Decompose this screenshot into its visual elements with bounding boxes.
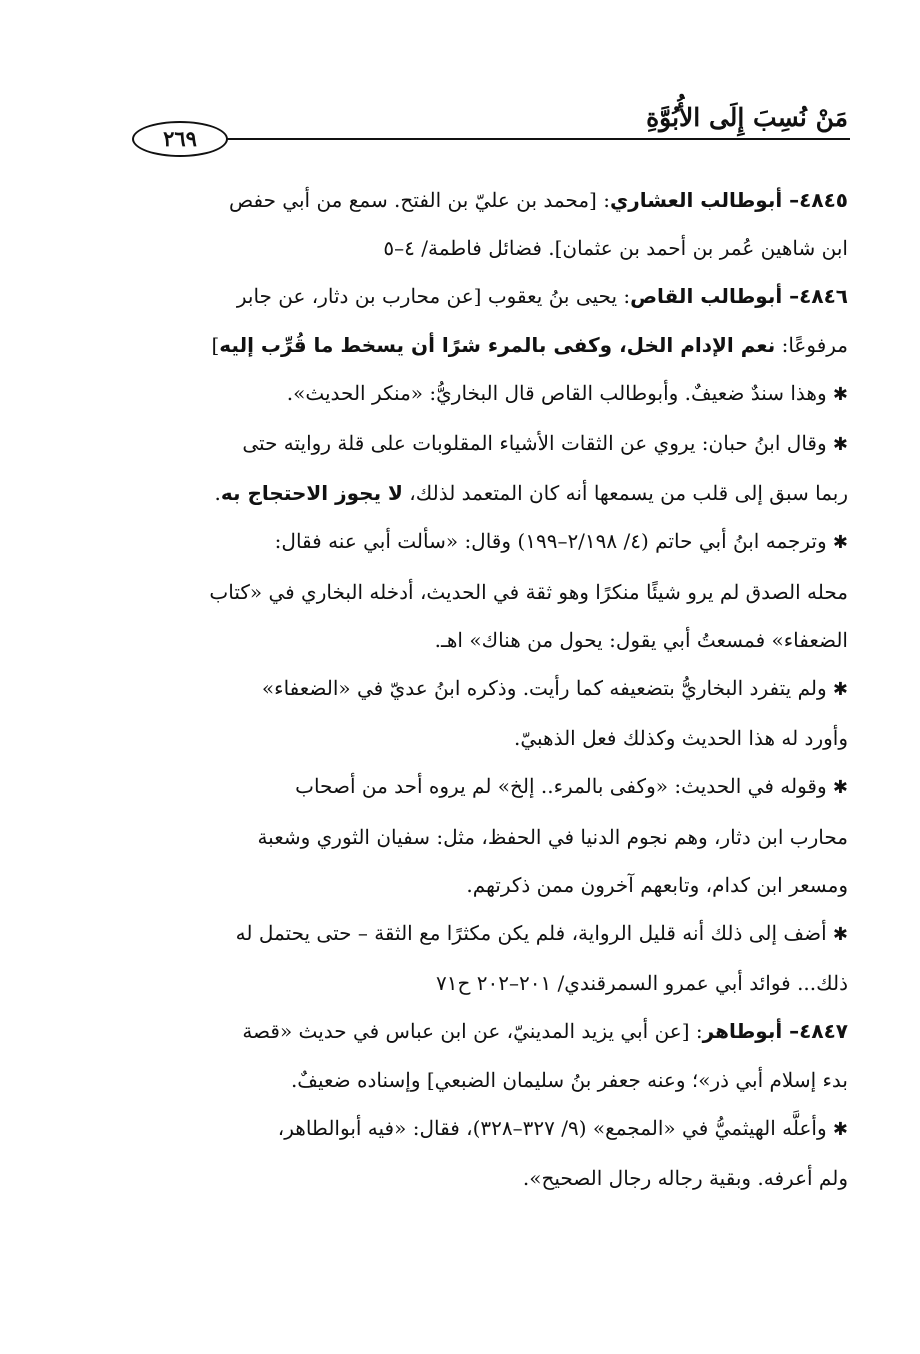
text-run: وقال ابنُ حبان: يروي عن الثقات الأشياء المقلوبات على قلة روايته حتى	[242, 431, 827, 456]
text-run: مرفوعًا:	[775, 332, 848, 357]
text-run: ولم أعرفه. وبقية رجاله رجال الصحيح».	[522, 1166, 848, 1191]
text-line	[78, 1056, 848, 1104]
text-run: وقوله في الحديث: «وكفى بالمرء.. إلخ» لم يروه أحد من أصحاب	[295, 774, 827, 799]
bullet-marker: ✱	[826, 532, 848, 554]
page-body	[78, 176, 848, 1202]
text-run: محله الصدق لم يرو شيئًا منكرًا وهو ثقة في الحديث، أدخله البخاري في «كتاب	[209, 579, 848, 604]
text-line	[78, 568, 848, 616]
bullet-marker: ✱	[826, 1118, 848, 1140]
running-title: مَنْ نُسِبَ إِلَى الأُبُوَّةِ	[646, 103, 848, 132]
bold-run: لا يجوز الاحتجاج به	[220, 481, 403, 506]
text-line	[78, 664, 848, 714]
text-line	[78, 272, 848, 320]
text-run: ابن شاهين عُمر بن أحمد بن عثمان]. فضائل فاطمة/ ٤–٥	[383, 236, 848, 261]
text-line	[78, 714, 848, 762]
text-line	[78, 1104, 848, 1154]
text-line	[78, 909, 848, 959]
text-run: أضف إلى ذلك أنه قليل الرواية، فلم يكن مكثرًا مع الثقة – حتى يحتمل له	[235, 921, 827, 946]
text-run: ومسعر ابن كدام، وتابعهم آخرون ممن ذكرتهم.	[466, 872, 848, 897]
bullet-marker: ✱	[826, 924, 848, 946]
text-line	[78, 813, 848, 861]
text-run: : [عن أبي يزيد المدينيّ، عن ابن عباس في حديث «قصة	[242, 1019, 703, 1044]
text-run: محارب ابن دثار، وهم نجوم الدنيا في الحفظ، مثل: سفيان الثوري وشعبة	[257, 824, 848, 849]
page-header	[80, 88, 850, 158]
bold-run: نعم الإدام الخل، وكفى بالمرء شرًا أن يسخط ما قُرِّب إليه	[219, 332, 776, 357]
bold-run: ٤٨٤٥– أبوطالب العشاري	[609, 188, 848, 212]
text-line	[78, 1007, 848, 1055]
text-line	[78, 321, 848, 369]
bullet-marker: ✱	[826, 777, 848, 799]
text-line	[78, 176, 848, 224]
text-run: ولم يتفرد البخاريُّ بتضعيفه كما رأيت. وذكره ابنُ عديّ في «الضعفاء»	[261, 676, 827, 701]
text-line	[78, 469, 848, 517]
text-line	[78, 369, 848, 419]
text-run: ]	[211, 332, 220, 357]
text-line	[78, 1154, 848, 1202]
text-line	[78, 959, 848, 1007]
text-line	[78, 419, 848, 469]
text-line	[78, 616, 848, 664]
text-run: ربما سبق إلى قلب من يسمعها أنه كان المتعمد لذلك،	[402, 481, 848, 506]
text-line	[78, 224, 848, 272]
bullet-marker: ✱	[826, 434, 848, 456]
text-run: ذلك... فوائد أبي عمرو السمرقندي/ ٢٠١–٢٠٢ ح٧١	[435, 971, 848, 996]
text-run: وهذا سندٌ ضعيفٌ. وأبوطالب القاص قال البخاريُّ: «منكر الحديث».	[286, 380, 827, 405]
text-run: وأورد له هذا الحديث وكذلك فعل الذهبيّ.	[513, 726, 848, 751]
text-run: .	[214, 481, 221, 506]
bold-run: ٤٨٤٦– أبوطالب القاص	[630, 284, 848, 309]
bullet-marker: ✱	[826, 679, 848, 701]
text-run: : يحيى بنُ يعقوب [عن محارب بن دثار، عن جابر	[236, 284, 631, 309]
text-line	[78, 861, 848, 909]
text-line	[78, 517, 848, 567]
text-run: وترجمه ابنُ أبي حاتم (٤/ ٢/١٩٨–١٩٩) وقال: «سألت أبي عنه فقال:	[274, 529, 827, 554]
page-number: ٢٦٩	[132, 121, 228, 157]
text-run: : [محمد بن عليّ بن الفتح. سمع من أبي حفص	[228, 188, 610, 212]
bold-run: ٤٨٤٧– أبوطاهر	[702, 1019, 848, 1044]
text-run: وأعلَّه الهيثميُّ في «المجمع» (٩/ ٣٢٧–٣٢٨)، فقال: «فيه أبوالطاهر،	[277, 1115, 827, 1140]
text-line	[78, 762, 848, 812]
text-run: الضعفاء» فمسعتُ أبي يقول: يحول من هناك» اهـ.	[434, 627, 848, 652]
header-rule	[220, 138, 850, 140]
text-run: بدء إسلام أبي ذر»؛ وعنه جعفر بنُ سليمان الضبعي] وإسناده ضعيفٌ.	[290, 1067, 848, 1092]
bullet-marker: ✱	[826, 383, 848, 405]
